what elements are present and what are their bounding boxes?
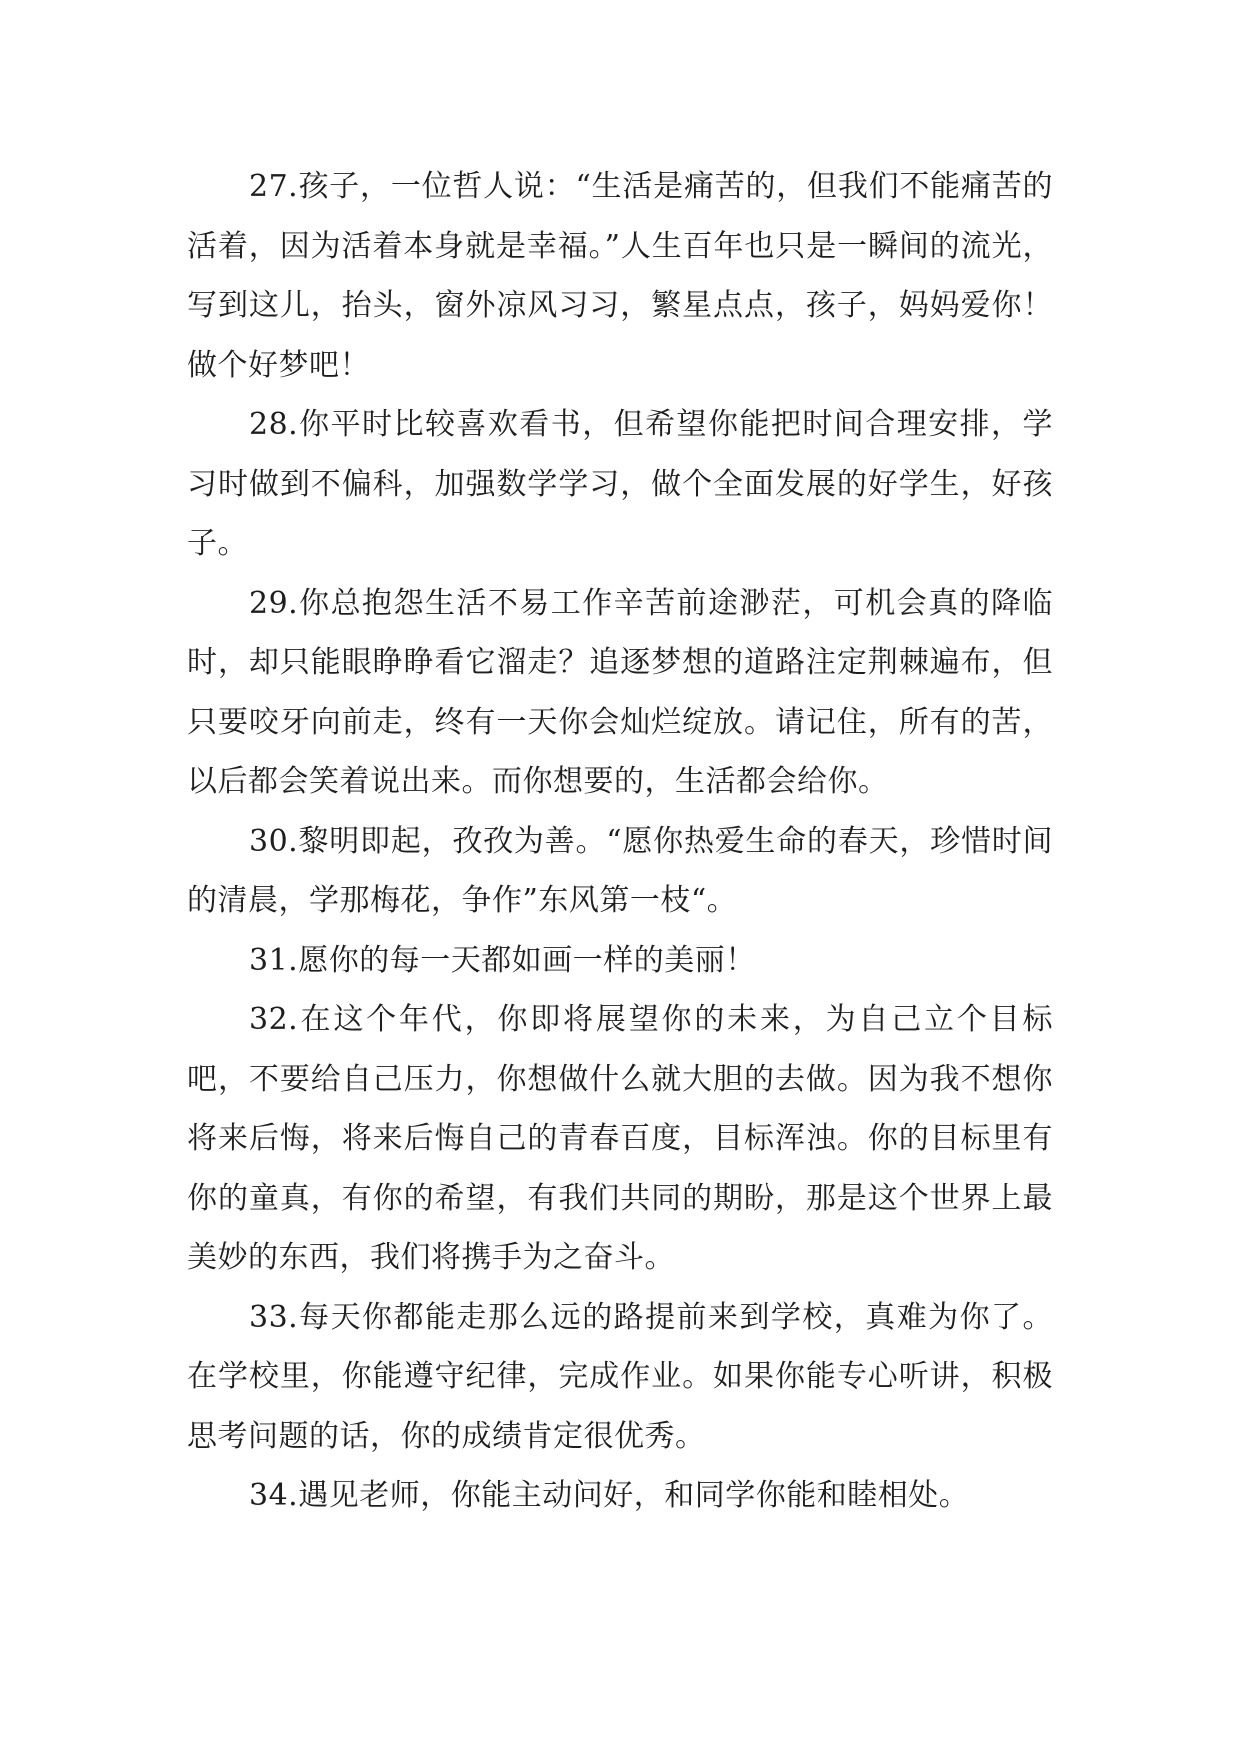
paragraph-29: 29.你总抱怨生活不易工作辛苦前途渺茫，可机会真的降临时，却只能眼睁睁看它溜走？追逐梦想的道路注定荆棘遍布，但只要咬牙向前走，终有一天你会灿烂绽放。请记住，所有的苦，以后都会笑着说出来。而你想要的，生活都会给你。 — [187, 585, 1053, 799]
paragraph-34: 34.遇见老师，你能主动问好，和同学你能和睦相处。 — [249, 1478, 970, 1513]
paragraph-28: 28.你平时比较喜欢看书，但希望你能把时间合理安排，学习时做到不偏科，加强数学学习，做个全面发展的好学生，好孩子。 — [187, 407, 1053, 561]
document-body — [187, 157, 1053, 1526]
paragraph-30: 30.黎明即起，孜孜为善。“愿你热爱生命的春天，珍惜时间的清晨，学那梅花，争作”东风第一枝“。 — [187, 823, 1053, 918]
paragraph-31: 31.愿你的每一天都如画一样的美丽！ — [249, 942, 756, 978]
paragraph-27: 27.孩子，一位哲人说：“生活是痛苦的，但我们不能痛苦的活着，因为活着本身就是幸福。”人生百年也只是一瞬间的流光，写到这儿，抬头，窗外凉风习习，繁星点点，孩子，妈妈爱你！做个好梦吧！ — [187, 169, 1053, 383]
paragraph-33: 33.每天你都能走那么远的路提前来到学校，真难为你了。在学校里，你能遵守纪律，完成作业。如果你能专心听讲，积极思考问题的话，你的成绩肯定很优秀。 — [187, 1299, 1053, 1454]
paragraph-32: 32.在这个年代，你即将展望你的未来，为自己立个目标吧，不要给自己压力，你想做什么就大胆的去做。因为我不想你将来后悔，将来后悔自己的青春百度，目标浑浊。你的目标里有你的童真，有你的希望，有我们共同的期盼，那是这个世界上最美妙的东西，我们将携手为之奋斗。 — [187, 1002, 1053, 1275]
